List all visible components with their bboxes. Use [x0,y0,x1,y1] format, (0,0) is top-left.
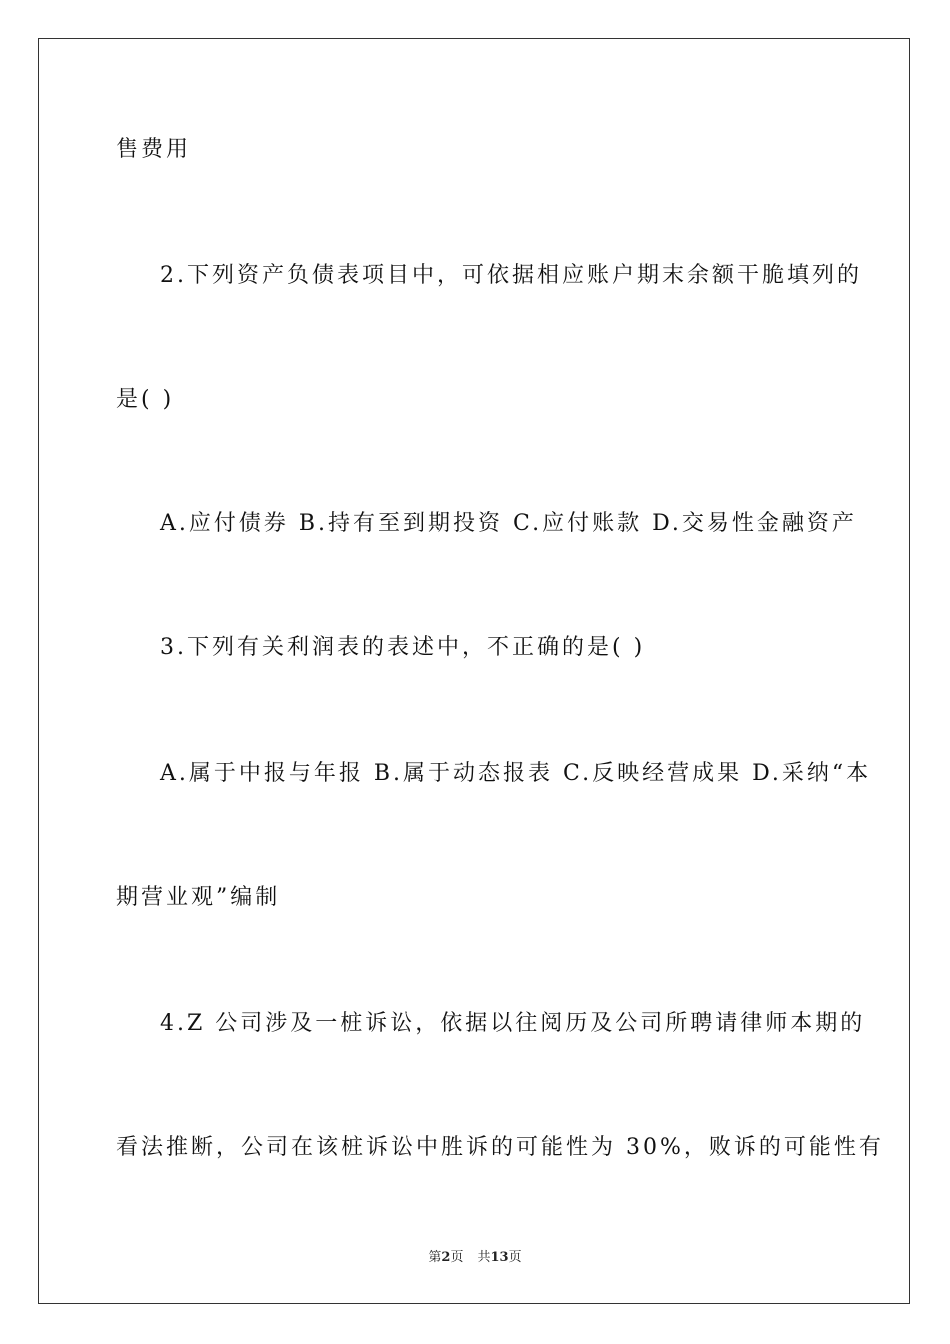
footer-page-prefix: 第 [428,1250,442,1265]
footer-page-number: 2 [441,1250,451,1265]
footer-total-pages: 13 [490,1250,509,1265]
question-3-line: 3.下列有关利润表的表述中，不正确的是( ) [160,635,646,660]
question-2-options: A.应付债券 B.持有至到期投资 C.应付账款 D.交易性金融资产 [160,511,857,536]
question-3-options: A.属于中报与年报 B.属于动态报表 C.反映经营成果 D.采纳“本 [160,761,872,786]
page-footer [0,1246,950,1265]
question-4-line: 4.Z 公司涉及一桩诉讼，依据以往阅历及公司所聘请律师本期的 [160,1011,866,1036]
footer-total-suffix: 页 [508,1250,522,1265]
question-2-continuation: 是( ) [116,387,175,412]
question-3-options-continuation: 期营业观”编制 [116,885,281,910]
page-border [38,38,910,1304]
question-4-continuation: 看法推断，公司在该桩诉讼中胜诉的可能性为 30%，败诉的可能性有 [116,1135,884,1160]
footer-page-suffix: 页 [450,1250,464,1265]
footer-total-prefix: 共 [477,1250,491,1265]
question-2-line: 2.下列资产负债表项目中，可依据相应账户期末余额干脆填列的 [160,263,862,288]
text-line-1: 售费用 [116,137,192,162]
